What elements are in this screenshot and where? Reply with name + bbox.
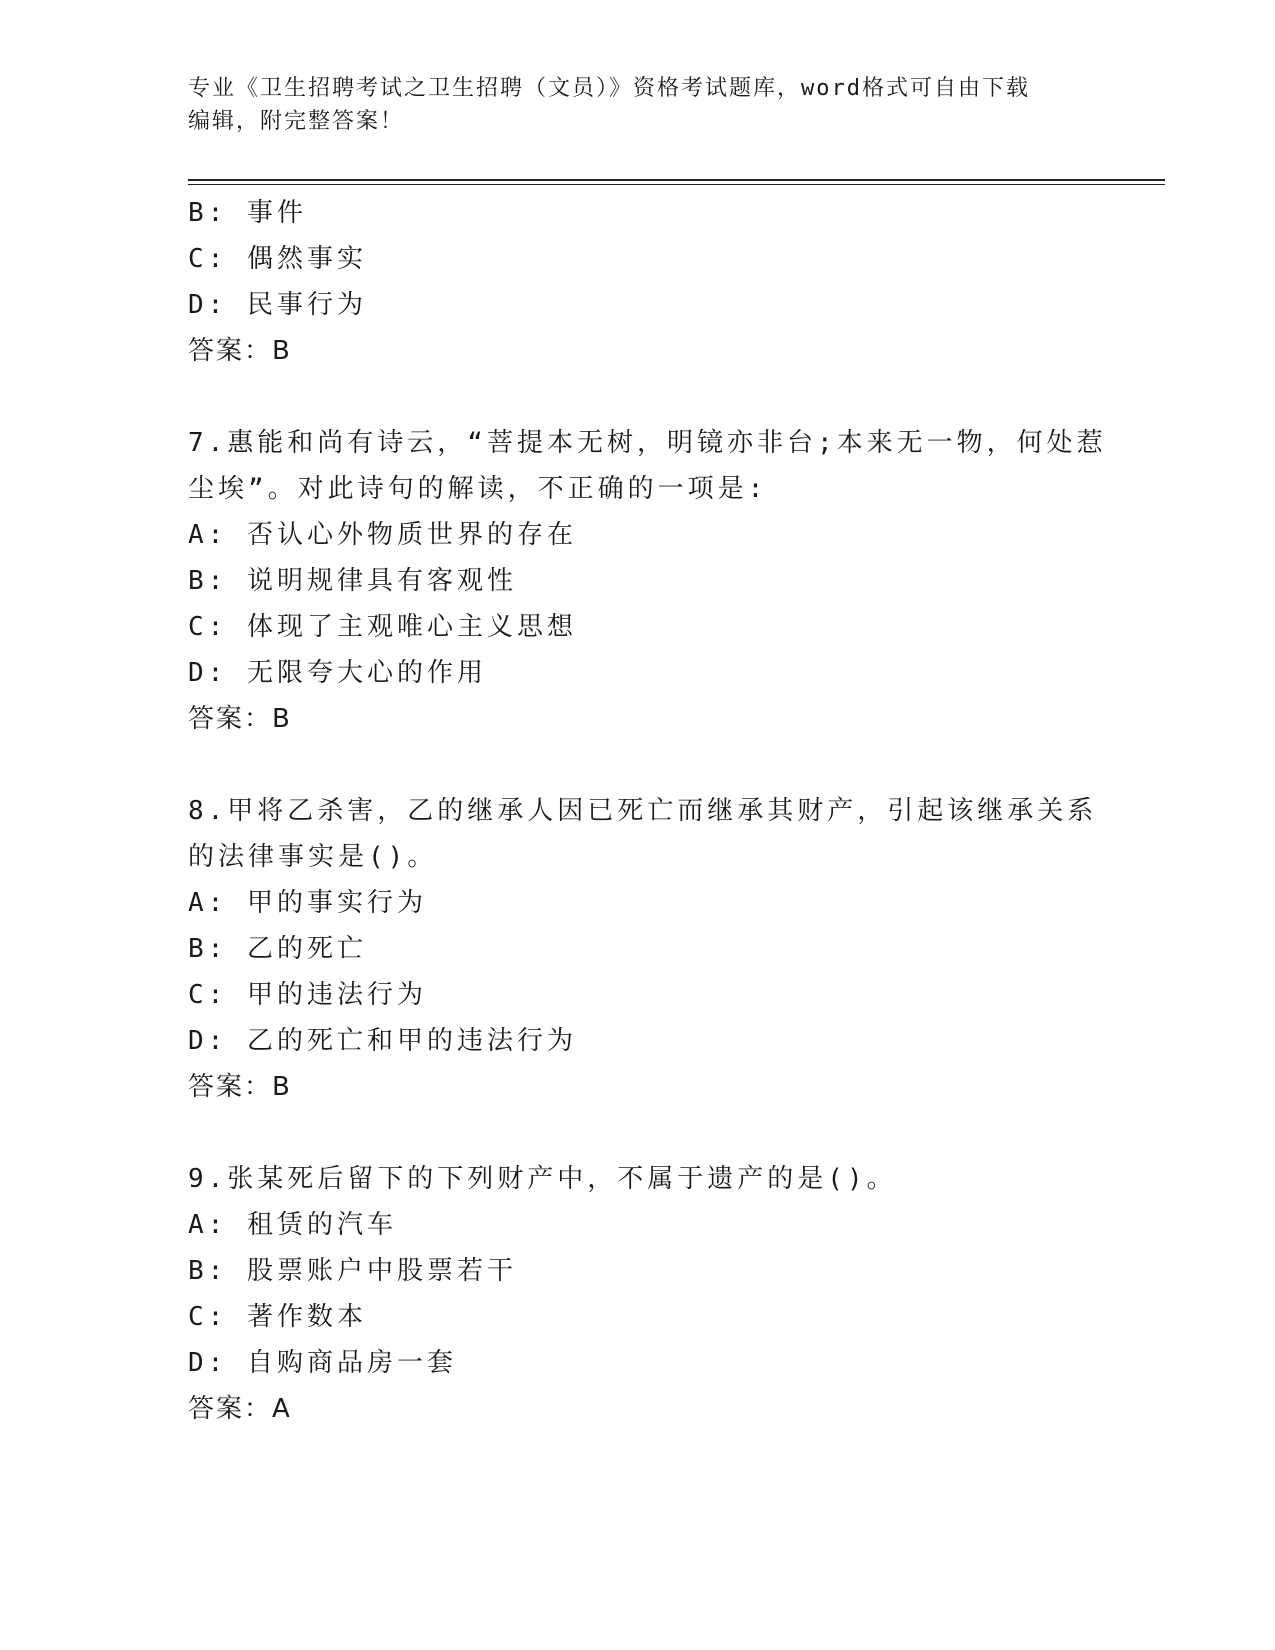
question-text-line-1: 9.张某死后留下的下列财产中，不属于遗产的是()。 (188, 1164, 897, 1194)
answer-label: 答案：B (188, 336, 292, 366)
question-text-line-1: 7.惠能和尚有诗云，“菩提本无树，明镜亦非台;本来无一物，何处惹 (188, 428, 1107, 458)
option-b: B: 乙的死亡 (188, 934, 367, 964)
option-b: B: 说明规律具有客观性 (188, 566, 517, 596)
option-c: C: 著作数本 (188, 1302, 367, 1332)
question-8 (188, 788, 1098, 1110)
option-c: C: 甲的违法行为 (188, 980, 427, 1010)
option-d: D: 乙的死亡和甲的违法行为 (188, 1026, 577, 1056)
header-line-1: 专业《卫生招聘考试之卫生招聘（文员）》资格考试题库，word格式可自由下载 (188, 76, 1030, 101)
question-text-line-1: 8.甲将乙杀害，乙的继承人因已死亡而继承其财产，引起该继承关系 (188, 796, 1098, 826)
option-b: B: 事件 (188, 198, 307, 228)
option-d: D: 民事行为 (188, 290, 367, 320)
option-c: C: 体现了主观唯心主义思想 (188, 612, 577, 642)
question-list (188, 190, 1107, 1432)
question-text-line-2: 的法律事实是()。 (188, 842, 438, 872)
header-line-2: 编辑，附完整答案！ (188, 109, 405, 134)
header-divider-thin (188, 184, 1165, 185)
option-a: A: 否认心外物质世界的存在 (188, 520, 577, 550)
option-d: D: 自购商品房一套 (188, 1348, 457, 1378)
option-d: D: 无限夸大心的作用 (188, 658, 487, 688)
answer-label: 答案：B (188, 1072, 292, 1102)
option-a: A: 甲的事实行为 (188, 888, 427, 918)
question-7 (188, 420, 1107, 742)
answer-label: 答案：A (188, 1394, 292, 1424)
option-b: B: 股票账户中股票若干 (188, 1256, 517, 1286)
document-header (188, 72, 1088, 138)
question-6-continued (188, 190, 1088, 374)
option-c: C: 偶然事实 (188, 244, 367, 274)
option-a: A: 租赁的汽车 (188, 1210, 397, 1240)
question-9 (188, 1156, 1088, 1432)
answer-label: 答案：B (188, 704, 292, 734)
question-text-line-2: 尘埃”。对此诗句的解读，不正确的一项是: (188, 474, 768, 504)
header-divider-thick (188, 179, 1165, 181)
